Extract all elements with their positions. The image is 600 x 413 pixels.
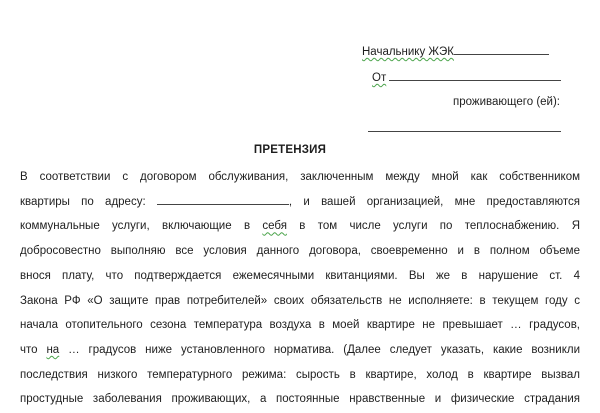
from-label: От (372, 72, 387, 84)
addressee-line (362, 44, 572, 58)
body-line: Закона РФ «О защите прав потребителей» своих обязательств не исполняете: в текущем году с (20, 294, 580, 307)
body-text: коммунальные услуги, включающие в (20, 220, 263, 233)
body-line (20, 214, 580, 239)
body-text-flagged: себя (262, 220, 287, 233)
document-body (20, 165, 580, 412)
body-line: последствия низкого температурного режима: сырость в квартире, холод в квартире вызвал (20, 368, 580, 381)
body-text: что (20, 343, 47, 356)
body-line: В соответствии с договором обслуживания, заключенным между мной как собственником (20, 171, 580, 183)
document-title: ПРЕТЕНЗИЯ (253, 144, 327, 156)
body-text: , и вашей организацией, мне предоставляются (288, 195, 580, 208)
from-blank (389, 70, 561, 81)
body-line: начала отопительного сезона температура воздуха в моей квартире не превышает … градусов, (20, 319, 580, 332)
body-line (20, 338, 580, 363)
residing-blank (368, 130, 561, 132)
body-line: простудные заболевания проживающих, а постоянные нравственные и физические страдания (20, 393, 580, 406)
body-line (20, 190, 580, 215)
body-text: в том числе услуги по теплоснабжению. Я (286, 220, 580, 233)
body-text: … градусов ниже установленного норматива. (Далее следует указать, какие возникли (59, 343, 580, 356)
body-text: квартиры по адресу: (20, 195, 157, 208)
body-line: добросовестно выполняю все условия данного договора, своевременно и в полном объеме (20, 245, 580, 258)
residing-label: проживающего (ей): (453, 96, 560, 108)
address-blank (157, 194, 289, 205)
addressee-text: Начальнику ЖЭК (362, 46, 454, 58)
body-line: внося плату, что подтверждается ежемесячными квитанциями. Вы же в нарушение ст. 4 (20, 269, 580, 282)
from-line (372, 70, 572, 84)
addressee-blank (454, 44, 549, 55)
body-text-flagged: на (46, 343, 60, 356)
